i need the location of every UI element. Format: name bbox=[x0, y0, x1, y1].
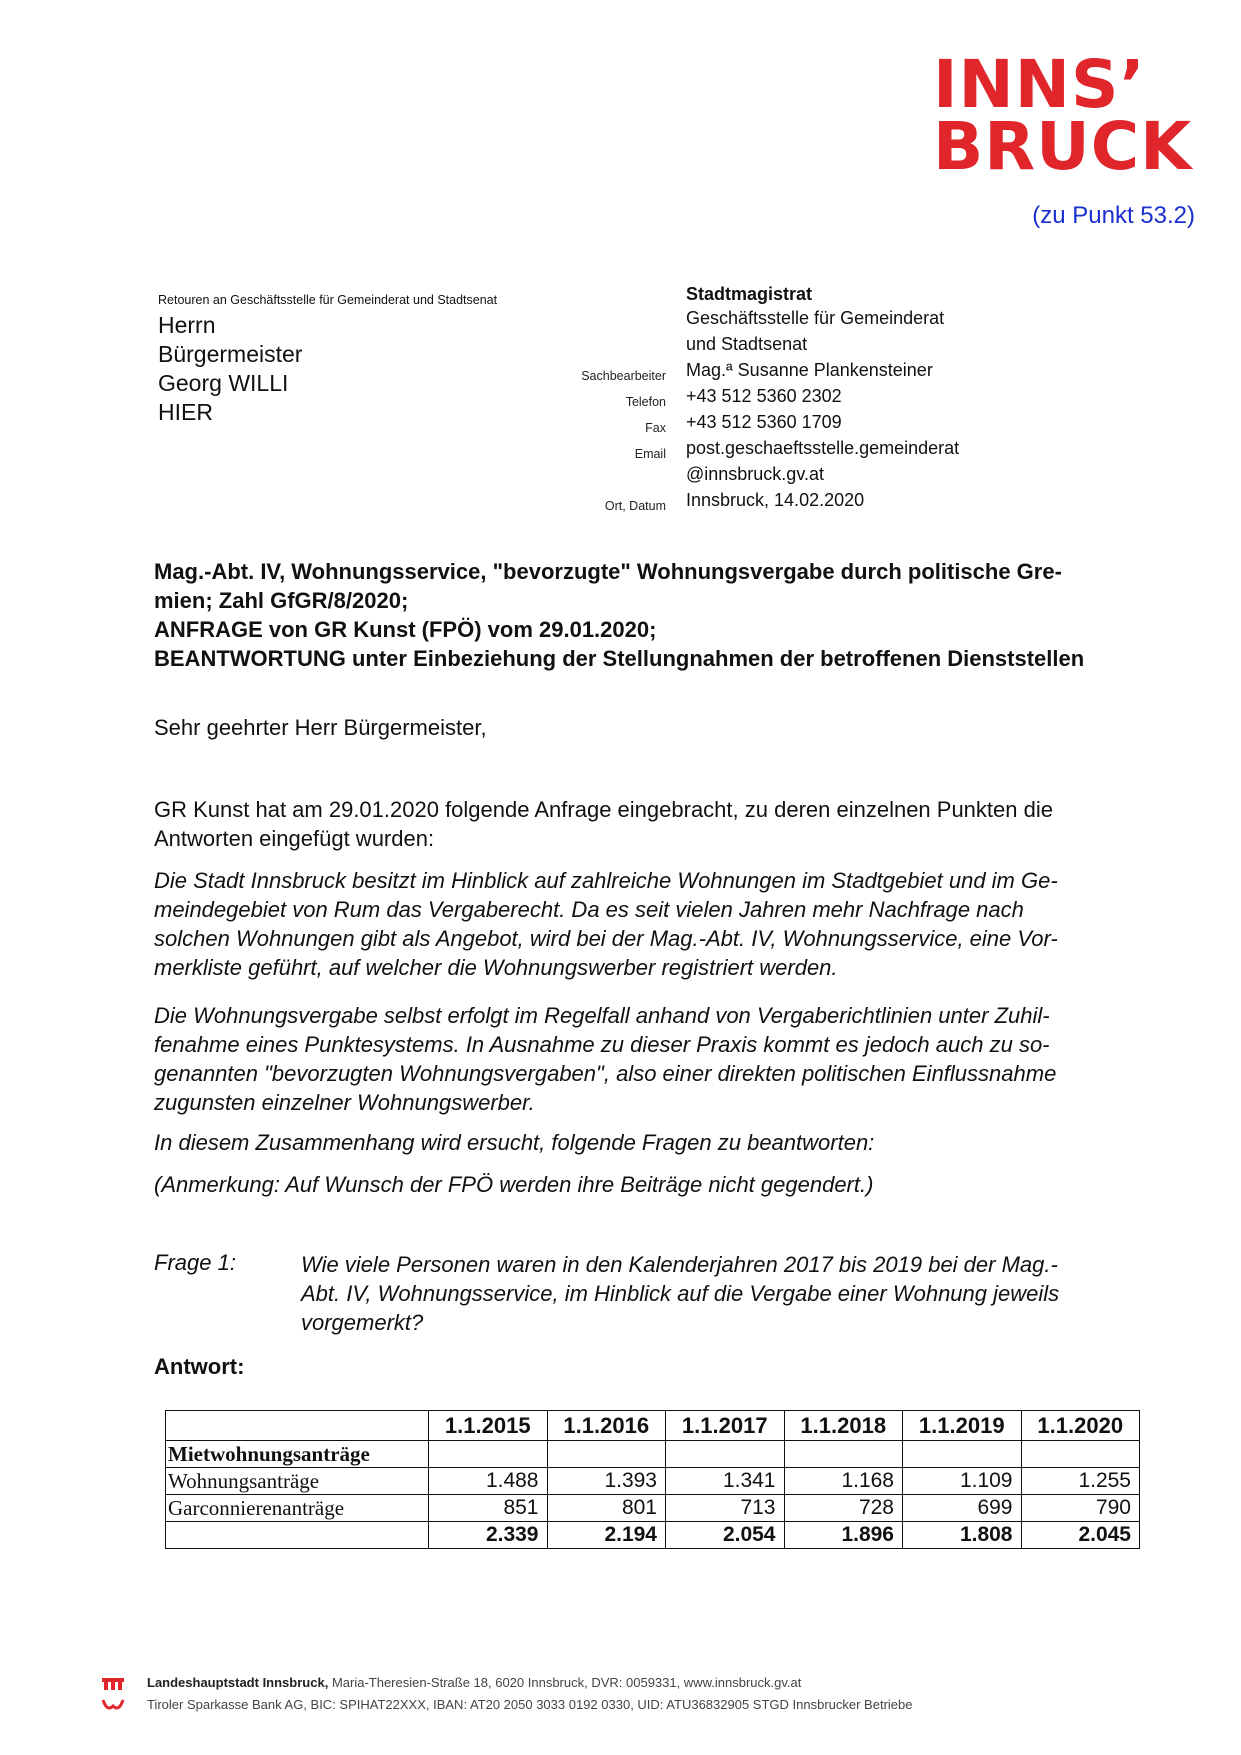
table-cell bbox=[547, 1441, 666, 1468]
phone-number: +43 512 5360 2302 bbox=[686, 386, 842, 406]
inquiry-note: (Anmerkung: Auf Wunsch der FPÖ werden ihre Beiträge nicht gegendert.) bbox=[154, 1172, 874, 1197]
table-cell: 1.341 bbox=[666, 1468, 785, 1495]
sender-dept-line-2: und Stadtsenat bbox=[686, 334, 808, 354]
inquiry-line: zugunsten einzelner Wohnungswerber. bbox=[154, 1090, 535, 1115]
table-cell: 713 bbox=[666, 1495, 785, 1522]
inquiry-paragraph-2 bbox=[154, 1001, 1139, 1117]
question-line: vorgemerkt? bbox=[301, 1310, 424, 1335]
footer-line-1 bbox=[101, 1672, 1101, 1694]
table-cell: 851 bbox=[429, 1495, 548, 1522]
table-cell: 1.109 bbox=[903, 1468, 1022, 1495]
clerk-label: Sachbearbeiter bbox=[581, 369, 666, 383]
fax-label: Fax bbox=[645, 421, 666, 435]
table-corner-cell bbox=[166, 1411, 429, 1441]
clerk-name: Mag.ª Susanne Plankensteiner bbox=[686, 360, 933, 380]
question-1-text bbox=[301, 1250, 1131, 1337]
fax-number: +43 512 5360 1709 bbox=[686, 412, 842, 432]
table-cell bbox=[903, 1441, 1022, 1468]
section-label: Mietwohnungsanträge bbox=[166, 1441, 429, 1468]
table-row bbox=[166, 1468, 1140, 1495]
table-total-row bbox=[166, 1522, 1140, 1549]
innsbruck-logo bbox=[933, 46, 1193, 185]
column-header: 1.1.2020 bbox=[1021, 1411, 1140, 1441]
inquiry-paragraph-3: In diesem Zusammenhang wird ersucht, folgende Fragen zu beantworten: bbox=[154, 1130, 875, 1155]
inquiry-line: Die Wohnungsvergabe selbst erfolgt im Regelfall anhand von Vergaberichtlinien unter Zuhil- bbox=[154, 1003, 1050, 1028]
inquiry-line: genannten "bevorzugten Wohnungsvergaben", also einer direkten politischen Einflussnahme bbox=[154, 1061, 1057, 1086]
column-header: 1.1.2019 bbox=[903, 1411, 1022, 1441]
bank-emblem-icon bbox=[101, 1697, 125, 1713]
table-cell: 1.168 bbox=[784, 1468, 903, 1495]
table-cell bbox=[784, 1441, 903, 1468]
salutation: Sehr geehrter Herr Bürgermeister, bbox=[154, 715, 487, 740]
footer-address: Maria-Theresien-Straße 18, 6020 Innsbruck, DVR: 0059331, www.innsbruck.gv.at bbox=[331, 1675, 802, 1690]
total-cell: 2.194 bbox=[547, 1522, 666, 1549]
footer-bank-info: Tiroler Sparkasse Bank AG, BIC: SPIHAT22XXX, IBAN: AT20 2050 3033 0192 0330, UID: ATU36832905 STGD Innsbrucker Betriebe bbox=[147, 1697, 913, 1712]
row-label: Garconnierenanträge bbox=[166, 1495, 429, 1522]
agenda-reference: (zu Punkt 53.2) bbox=[1032, 202, 1195, 229]
subject-line: Mag.-Abt. IV, Wohnungsservice, "bevorzugte" Wohnungsvergabe durch politische Gre- bbox=[154, 559, 1062, 584]
footer bbox=[101, 1672, 1101, 1716]
table-cell: 1.255 bbox=[1021, 1468, 1140, 1495]
table-cell bbox=[666, 1441, 785, 1468]
table-cell bbox=[429, 1441, 548, 1468]
sender-dept-line-1: Geschäftsstelle für Gemeinderat bbox=[686, 308, 945, 328]
subject-block bbox=[154, 557, 1134, 673]
total-cell: 2.339 bbox=[429, 1522, 548, 1549]
table-cell: 801 bbox=[547, 1495, 666, 1522]
email-address-line-1[interactable]: post.geschaeftsstelle.gemeinderat bbox=[686, 438, 960, 458]
email-label: Email bbox=[634, 447, 666, 461]
inquiry-line: fenahme eines Punktesystems. In Ausnahme zu dieser Praxis kommt es jedoch auch zu so- bbox=[154, 1032, 1050, 1057]
table-cell: 1.393 bbox=[547, 1468, 666, 1495]
phone-label: Telefon bbox=[625, 395, 666, 409]
intro-paragraph bbox=[154, 795, 1139, 853]
inquiry-line: Die Stadt Innsbruck besitzt im Hinblick auf zahlreiche Wohnungen im Stadtgebiet und im Ge- bbox=[154, 868, 1058, 893]
total-cell: 1.896 bbox=[784, 1522, 903, 1549]
table-cell: 728 bbox=[784, 1495, 903, 1522]
table-cell: 699 bbox=[903, 1495, 1022, 1522]
footer-line-2 bbox=[101, 1694, 1101, 1716]
recipient-line: Georg WILLI bbox=[158, 370, 289, 396]
city-emblem-icon bbox=[101, 1675, 125, 1691]
question-1-label: Frage 1: bbox=[154, 1250, 236, 1275]
total-cell: 2.045 bbox=[1021, 1522, 1140, 1549]
question-line: Abt. IV, Wohnungsservice, im Hinblick auf die Vergabe einer Wohnung jeweils bbox=[301, 1281, 1060, 1306]
sender-org: Stadtmagistrat bbox=[686, 284, 813, 304]
question-line: Wie viele Personen waren in den Kalenderjahren 2017 bis 2019 bei der Mag.- bbox=[301, 1252, 1058, 1277]
total-label-cell bbox=[166, 1522, 429, 1549]
row-label: Wohnungsanträge bbox=[166, 1468, 429, 1495]
inquiry-paragraph-1 bbox=[154, 866, 1139, 982]
intro-line: GR Kunst hat am 29.01.2020 folgende Anfrage eingebracht, zu deren einzelnen Punkten die bbox=[154, 797, 1053, 822]
recipient-line: Herrn bbox=[158, 312, 216, 338]
inquiry-line: merkliste geführt, auf welcher die Wohnungswerber registriert werden. bbox=[154, 955, 838, 980]
inquiry-line: solchen Wohnungen gibt als Angebot, wird bei der Mag.-Abt. IV, Wohnungsservice, eine Vor- bbox=[154, 926, 1058, 951]
recipient-line: Bürgermeister bbox=[158, 341, 303, 367]
table-cell: 790 bbox=[1021, 1495, 1140, 1522]
column-header: 1.1.2018 bbox=[784, 1411, 903, 1441]
subject-line: mien; Zahl GfGR/8/2020; bbox=[154, 588, 409, 613]
applications-table bbox=[165, 1410, 1140, 1549]
logo-line-2: BRUCK bbox=[933, 108, 1193, 185]
logo-line-1: INNS’ bbox=[933, 46, 1146, 123]
inquiry-line: meindegebiet von Rum das Vergaberecht. Da es seit vielen Jahren mehr Nachfrage nach bbox=[154, 897, 1024, 922]
subject-line: ANFRAGE von GR Kunst (FPÖ) vom 29.01.2020; bbox=[154, 617, 657, 642]
return-address-line: Retouren an Geschäftsstelle für Gemeinderat und Stadtsenat bbox=[158, 293, 498, 307]
intro-line: Antworten eingefügt wurden: bbox=[154, 826, 435, 851]
place-date-label: Ort, Datum bbox=[604, 499, 666, 513]
column-header: 1.1.2016 bbox=[547, 1411, 666, 1441]
table-row bbox=[166, 1495, 1140, 1522]
table-header-row bbox=[166, 1411, 1140, 1441]
subject-line: BEANTWORTUNG unter Einbeziehung der Stellungnahmen der betroffenen Dienststellen bbox=[154, 646, 1085, 671]
recipient-line: HIER bbox=[158, 399, 213, 425]
table-cell bbox=[1021, 1441, 1140, 1468]
answer-label: Antwort: bbox=[154, 1354, 245, 1379]
column-header: 1.1.2017 bbox=[666, 1411, 785, 1441]
table-section-row bbox=[166, 1441, 1140, 1468]
footer-city-name: Landeshauptstadt Innsbruck, bbox=[147, 1675, 329, 1690]
table-cell: 1.488 bbox=[429, 1468, 548, 1495]
place-date: Innsbruck, 14.02.2020 bbox=[686, 490, 865, 510]
total-cell: 2.054 bbox=[666, 1522, 785, 1549]
total-cell: 1.808 bbox=[903, 1522, 1022, 1549]
email-address-line-2[interactable]: @innsbruck.gv.at bbox=[686, 464, 824, 484]
column-header: 1.1.2015 bbox=[429, 1411, 548, 1441]
